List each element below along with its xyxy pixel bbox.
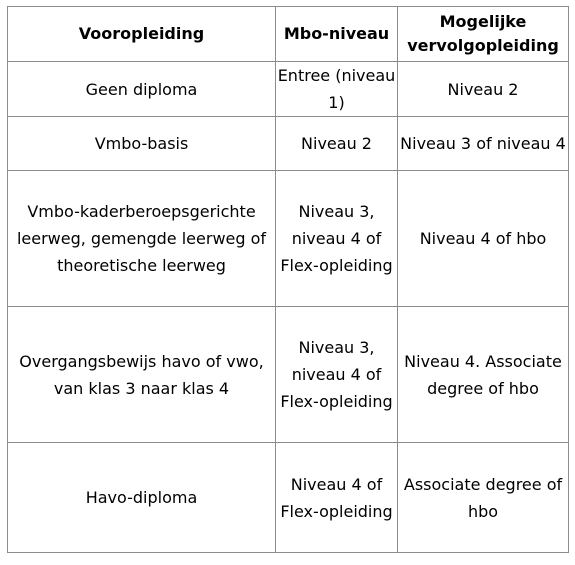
table-row	[8, 171, 569, 307]
table-row	[8, 117, 569, 171]
table-row	[8, 62, 569, 117]
table-row	[8, 443, 569, 553]
cell-vervolgopleiding: Niveau 2	[398, 62, 569, 117]
cell-vooropleiding: Vmbo-kaderberoepsgerichte leerweg, gemengde leerweg of theoretische leerweg	[8, 171, 276, 307]
table-row	[8, 307, 569, 443]
cell-mbo-niveau: Niveau 2	[276, 117, 398, 171]
cell-vooropleiding: Overgangsbewijs havo of vwo, van klas 3 naar klas 4	[8, 307, 276, 443]
header-vooropleiding: Vooropleiding	[8, 7, 276, 62]
cell-mbo-niveau: Niveau 4 of Flex-opleiding	[276, 443, 398, 553]
cell-mbo-niveau: Niveau 3, niveau 4 of Flex-opleiding	[276, 307, 398, 443]
table-header-row	[8, 7, 569, 62]
cell-vooropleiding: Vmbo-basis	[8, 117, 276, 171]
header-mbo-niveau: Mbo-niveau	[276, 7, 398, 62]
cell-mbo-niveau: Niveau 3, niveau 4 of Flex-opleiding	[276, 171, 398, 307]
cell-vooropleiding: Havo-diploma	[8, 443, 276, 553]
cell-vervolgopleiding: Niveau 3 of niveau 4	[398, 117, 569, 171]
cell-vervolgopleiding: Niveau 4. Associate degree of hbo	[398, 307, 569, 443]
education-table	[7, 6, 569, 553]
header-vervolgopleiding: Mogelijke vervolgopleiding	[398, 7, 569, 62]
cell-vervolgopleiding: Associate degree of hbo	[398, 443, 569, 553]
cell-vervolgopleiding: Niveau 4 of hbo	[398, 171, 569, 307]
cell-mbo-niveau: Entree (niveau 1)	[276, 62, 398, 117]
cell-vooropleiding: Geen diploma	[8, 62, 276, 117]
